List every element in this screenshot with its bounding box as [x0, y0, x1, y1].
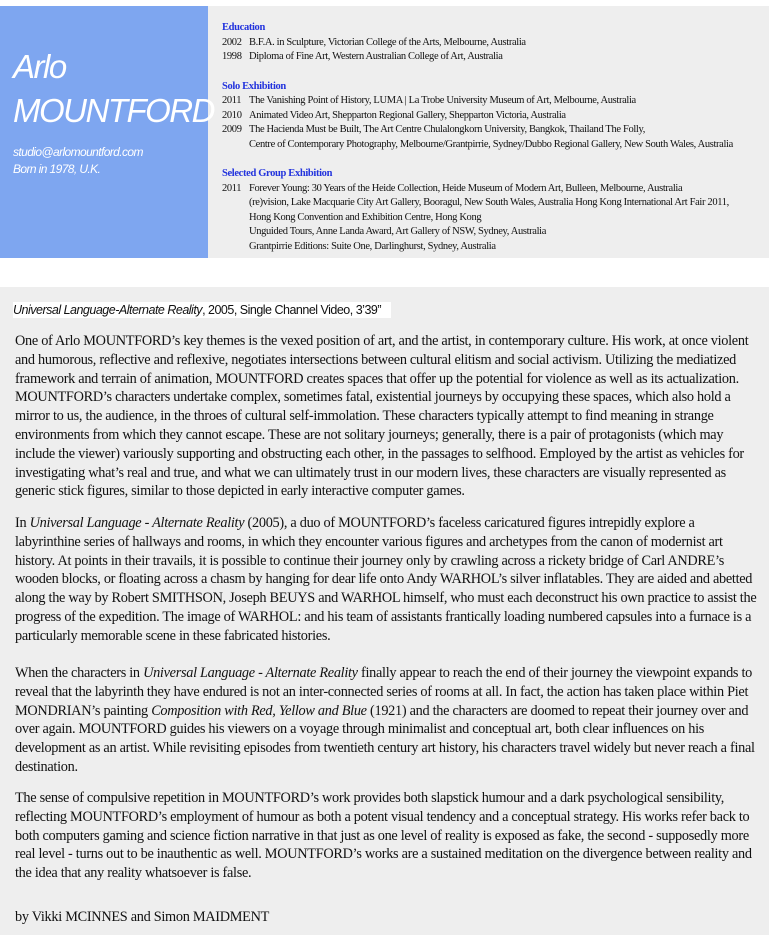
- group-entry: [222, 182, 767, 197]
- entry-year: 2011: [222, 182, 242, 194]
- solo-entry-continuation: Centre of Contemporary Photography, Melbourne/Grantpirrie, Sydney/Dubbo Regional Gallery, New South Wales, Australia: [249, 138, 733, 150]
- solo-exhibition-heading: Solo Exhibition: [222, 80, 286, 92]
- group-entry-line: Hong Kong Convention and Exhibition Centre, Hong Kong: [249, 211, 482, 223]
- artist-email[interactable]: studio@arlomountford.com: [13, 145, 143, 159]
- artist-profile-panel: [0, 6, 214, 258]
- entry-year: 1998: [222, 51, 242, 62]
- text-run: (1921) and the characters are doomed to repeat their journey over and over again. MOUNTFORD guides his viewers on a voyage through minimalist and conceptual art, both clear influences on his development as an artist. While revisiting episodes from twentieth century art history, his characters travel widely but never reach a final destination.: [15, 702, 755, 775]
- solo-entry: [222, 123, 767, 138]
- text-run: finally appear to reach the end of their journey the viewpoint expands to reveal that the labyrinth they have endured is not an inter-connected series of rooms at all. In fact, the action has taken place within Piet MONDRIAN’s painting: [15, 665, 752, 719]
- painting-title-ref: Composition with Red, Yellow and Blue: [151, 702, 367, 719]
- cv-section: [222, 21, 767, 254]
- artist-first-name: Arlo: [13, 48, 66, 85]
- entry-year: 2002: [222, 36, 242, 48]
- entry-text: The Hacienda Must be Built, The Art Centre Chulalongkorn University, Bangkok, Thailand The Folly,: [249, 124, 645, 135]
- education-heading: Education: [222, 22, 265, 33]
- group-exhibition-heading: Selected Group Exhibition: [222, 168, 333, 179]
- group-entry-line: (re)vision, Lake Macquarie City Art Gallery, Booragul, New South Wales, Australia Hong Kong International Art Fair 2011,: [249, 197, 729, 208]
- essay-paragraph-4: The sense of compulsive repetition in MOUNTFORD’s work provides both slapstick humour and a dark psychological sensibility, reflecting MOUNTFORD’s employment of humour as both a potent visual tendency and a conceptual strategy. His works refer back to both computers gaming and science fiction narrative in that just as one level of reality is exposed as fake, the second - supposedly more real level - turns out to be inauthentic as well. MOUNTFORD’s works are a sustained meditation on the divergence between reality and the idea that any reality whatsoever is false.: [15, 790, 752, 882]
- education-entry: [222, 36, 767, 51]
- work-caption: [13, 302, 391, 318]
- essay-paragraph-3: [15, 664, 763, 777]
- text-run: In: [15, 515, 30, 531]
- essay-paragraph-2: [15, 514, 763, 646]
- work-title: Universal Language-Alternate Reality: [13, 303, 203, 317]
- work-details: , 2005, Single Channel Video, 3’39”: [202, 303, 382, 317]
- solo-entry: [222, 109, 767, 124]
- group-entry-line: Unguided Tours, Anne Landa Award, Art Gallery of NSW, Sydney, Australia: [249, 226, 547, 237]
- entry-year: 2009: [222, 124, 242, 135]
- text-run: When the characters in: [15, 665, 144, 681]
- essay-byline: by Vikki MCINNES and Simon MAIDMENT: [15, 909, 270, 925]
- entry-text: Animated Video Art, Shepparton Regional Gallery, Shepparton Victoria, Australia: [249, 109, 566, 121]
- work-title-ref: Universal Language - Alternate Reality: [143, 665, 358, 681]
- entry-text: The Vanishing Point of History, LUMA | La Trobe University Museum of Art, Melbourne, Australia: [249, 95, 636, 106]
- solo-entry: [222, 94, 767, 109]
- group-entry-line: Grantpirrie Editions: Suite One, Darlinghurst, Sydney, Australia: [249, 240, 496, 252]
- entry-year: 2011: [222, 95, 242, 106]
- essay-paragraph-1: One of Arlo MOUNTFORD’s key themes is the vexed position of art, and the artist, in contemporary culture. His work, at once violent and humorous, reflective and reflexive, negotiates intersections between cultural elitism and social activism. Utilizing the mediatized framework and terrain of animation, MOUNTFORD creates spaces that offer up the potential for violence as well as its actualization. MOUNTFORD’s characters undertake complex, sometimes fatal, existential journeys by occupying these spaces, which also hold a mirror to us, the audience, in the throes of cultural self-immolation. These characters typically attempt to find meaning in strange environments from which they cannot escape. These are not solitary journeys; generally, there is a pair of protagonists (which may include the viewer) variously supporting and obstructing each other, in the passages to selfhood. Employed by the artist as vehicles for investigating what’s real and true, and what we can ultimately trust in our modern lives, these characters are visually represented as generic stick figures, similar to those depicted in early interactive computer games.: [15, 333, 749, 500]
- artist-last-name: MOUNTFORD: [13, 92, 214, 129]
- work-title-ref: Universal Language - Alternate Reality: [29, 515, 245, 531]
- entry-year: 2010: [222, 109, 242, 121]
- entry-text: Forever Young: 30 Years of the Heide Collection, Heide Museum of Modern Art, Bulleen, Melbourne, Australia: [249, 182, 683, 194]
- text-run: (2005), a duo of MOUNTFORD’s faceless caricatured figures intrepidly explore a labyrinthine series of hallways and rooms, in which they encounter various figures and archetypes from the canon of modernist art history. At points in their travails, it is possible to continue their journey only by crawling across a rickety bridge of Carl ANDRE’s wooden blocks, or floating across a chasm by hanging for dear life onto Andy WARHOL’s silver inflatables. They are aided and abetted along the way by Robert SMITHSON, Joseph BEUYS and WARHOL himself, who must each deconstruct his own practice to assist the progress of the expedition. The image of WARHOL: and his team of assistants frantically loading numbered capsules into a furnace is a particularly memorable scene in these fabricated histories.: [15, 515, 757, 644]
- artist-birth: Born in 1978, U.K.: [13, 162, 101, 176]
- entry-text: Diploma of Fine Art, Western Australian College of Art, Australia: [249, 51, 503, 62]
- entry-text: B.F.A. in Sculpture, Victorian College of the Arts, Melbourne, Australia: [249, 36, 526, 48]
- education-entry: [222, 50, 767, 65]
